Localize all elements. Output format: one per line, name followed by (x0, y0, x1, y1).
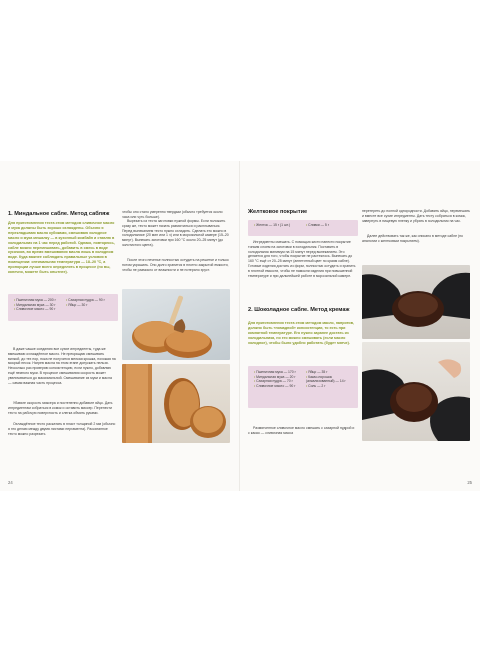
ingredients-list-2 (66, 298, 114, 307)
intro-text: Для приготовления теста этим методом масло, напротив, должно быть «помадной» консистенции, то есть при комнатной температуре. Его нужно заранее достать из холодильника, но его можно смешивать (если масло холодное), чтобы было удобно работать (будет мягче). (248, 321, 354, 345)
intro-text: Для приготовления теста этим методом сливочное масло и мука должны быть хорошо охлаждены. Обычно я перекладываю масло кубиками, смешиваю холодное масло и мука мешалку — в кухонный комбайн и ставлю в холодильник на 1 час перед работой. Однако, повторюсь, сабле можно перемешивать, добавить в смесь в виде кусочков, во время вмешивания масла лишь в холодном виде. Куда важнее соблюдать правильные условия в помещении: оптимальная температура — 18–20 °C, а пропорции лучше всего определять в процессе (но вы, конечно, можете быть опытнее). (8, 221, 115, 275)
ingredient-item: • Сливочное масло — 90 г (14, 307, 60, 312)
ingredient-item: • Какао-порошок (алкализованный) — 14 г (306, 375, 354, 384)
paragraph: перетереть до полной однородности. Добавить яйцо, перемешать и вместе все сухие ингредиенты. Дать тесту собраться в комок, завернуть в пищевую пленку и убрать в холодильник на час. (362, 209, 470, 223)
biscuit-brushing-photo (122, 289, 230, 360)
ingredient-item: • Сливки — 5 г (306, 223, 354, 228)
section-heading: Желтковое покрытие (248, 209, 308, 215)
chocolate-dough-photo-2 (362, 342, 470, 441)
ingredient-item: • Миндальная мука — 20 г (254, 375, 300, 380)
paragraph: После этого печенье полностью остудить на решетке и только потом украшать. Оно долго хранится в плотно закрытой емкости, чтобы не размокло от влажности и не потеряло хруст. (122, 258, 229, 272)
paragraph: Ингредиенты смешать. С помощью кисти нанести покрытие тонким слоем на заготовки в холодильник. Поставить в холодильник минимум на 15 минут перед выпеканием. Это делается для того, чтобы покрытие не растеклось. Выпекать до 160 °C ещё от 20–25 минут (аппетитный цвет по краям сабле). Готовые изделия достать из форм, полностью остудить и хранить в плотной емкости, чтобы не намокли изделия при повышенной температуре и при дальнейшей работе в морозильной камере. (248, 240, 356, 278)
ingredients-box (248, 220, 358, 236)
ingredient-item: • Сахарная пудра — 70 г (254, 379, 300, 384)
book-spread (0, 161, 480, 491)
ingredients-box (8, 294, 118, 321)
ingredients-list-2 (306, 223, 354, 228)
left-page (0, 161, 240, 491)
ingredient-item: • Пшеничная мука — 200 г (14, 298, 60, 303)
paragraph: Убавьте скорость миксера и постепенно добавьте яйцо. Дать ингредиентам собраться в комок и оставить миксер. Перенести тесто на рабочую поверхность и слегка обмять руками. (8, 401, 113, 415)
page-number: 25 (467, 480, 472, 485)
biscuits-stack-photo (122, 364, 230, 443)
ingredient-item: • Миндальная мука — 30 г (14, 303, 60, 308)
paragraph: чтобы оно стало умеренно твердым (обычно требуется около часа или чуть больше). (122, 210, 223, 219)
page-number: 24 (8, 480, 13, 485)
paragraph: Размягченное сливочное масло смешать с сахарной пудрой и с какао — сливочная масса (248, 426, 355, 435)
ingredients-list-2 (306, 370, 354, 388)
paragraph: Вырезать из теста заготовки нужной формы. Если положить сразу же, тесто может начать размягчаться и расплываться. Перед выпеканием тесто нужно охладить. Сделать это можно в холодильнике (20 мин или 1 ч) или в морозильной камере (15–20 минут). Выпекать заготовки при 160 °C около 20–25 минут (до золотистого цвета). (122, 219, 229, 247)
right-page (240, 161, 480, 491)
ingredients-list-1 (254, 223, 300, 228)
ingredient-item: • Желток — 15 г (1 шт.) (254, 223, 300, 228)
ingredient-item: • Пшеничная мука — 170 г (254, 370, 300, 375)
ingredients-list-1 (254, 370, 300, 388)
ingredients-list-1 (14, 298, 60, 312)
paragraph: Далее действовать так же, как описано в методе сабле (по аналогии с желтковым покрытием). (362, 234, 464, 243)
ingredient-item: • Сахарная пудра — 90 г (66, 298, 114, 303)
chocolate-dough-photo-1 (362, 265, 470, 339)
section-heading: 2. Шоколадное сабле. Метод кремаж (248, 307, 350, 313)
paragraph: В даже чашке соединяю все сухие ингредиенты, туда же вмешиваю охлаждённое масло. Не прекращаю смешивать вилкой, до тех пор, пока не получится мелкая крошка, похожая на мокрый песок. Нагрев масла на этом этапе допускать нельзя. Несколько раз проверяю консистенцию, если нужно, добавляю ещё немного муки. В процессе смешивания скорость может увеличиваться до максимальной. Смешивание из муки и масла — самая важная часть процесса. (8, 347, 116, 385)
ingredient-item: • Соль — 2 г (306, 384, 354, 389)
ingredient-item: • Яйцо — 30 г (66, 303, 114, 308)
ingredients-box (248, 366, 358, 408)
section-heading: 1. Миндальное сабле. Метод сабляж (8, 211, 110, 217)
ingredient-item: • Яйцо — 35 г (306, 370, 354, 375)
paragraph: Охлаждённое тесто раскатать в пласт толщиной 2 мм (обычно я это делаю между двумя листами пергамента). Раскатанное тесто можно разрезать (8, 422, 116, 436)
ingredient-item: • Сливочное масло — 90 г (254, 384, 300, 389)
